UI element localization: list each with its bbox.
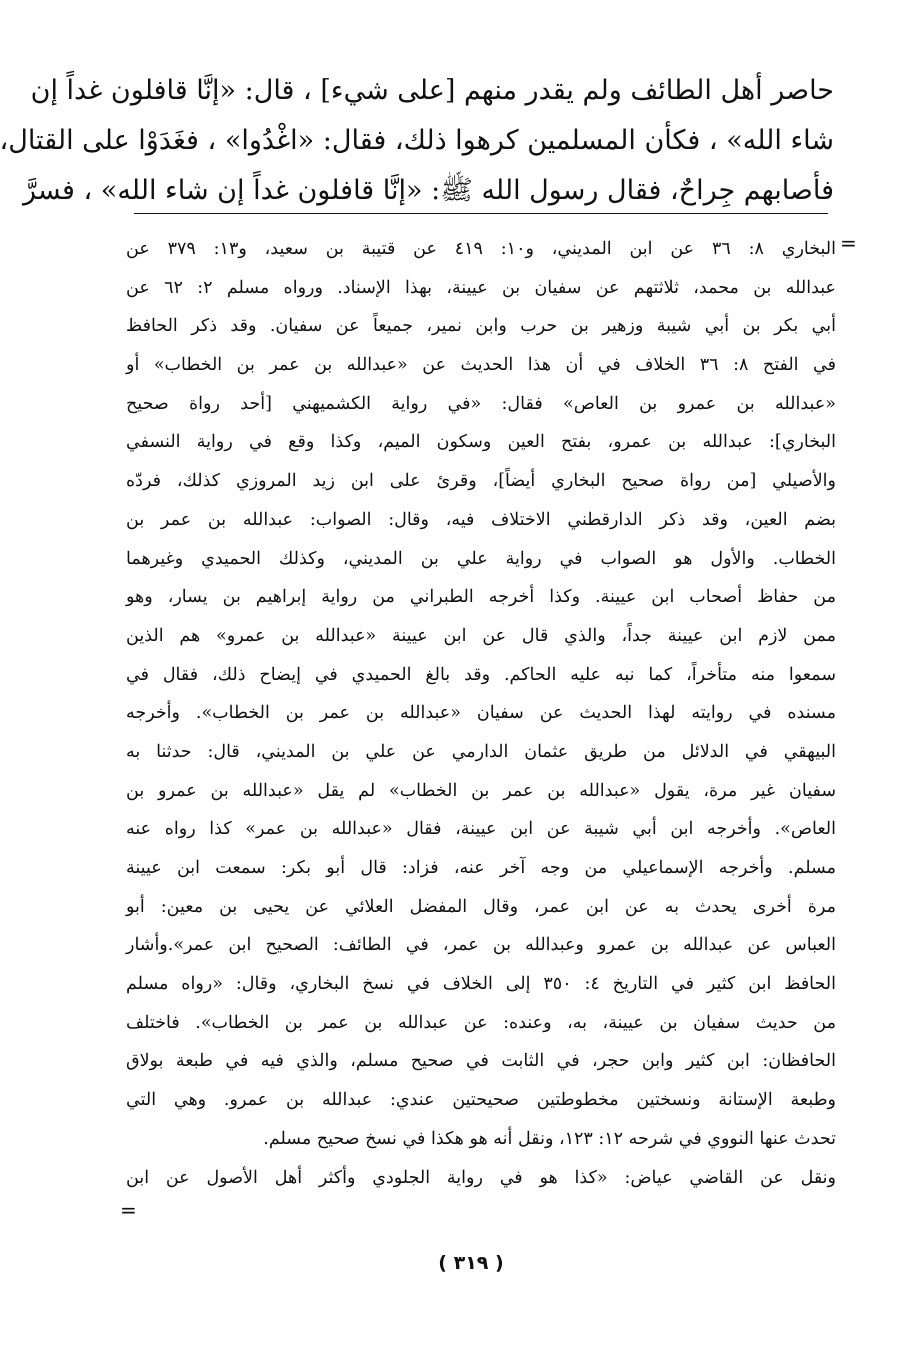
footnote-separator: [134, 213, 828, 214]
footnote-line: مسلم. وأخرجه الإسماعيلي من وجه آخر عنه، فزاد: قال أبو بكر: سمعت ابن عيينة: [126, 858, 836, 878]
footnote-line: بضم العين، وقد ذكر الدارقطني الاختلاف فيه، وقال: الصواب: عبدالله بن عمر بن: [126, 509, 836, 530]
footnote-line: في الفتح ٨: ٣٦ الخلاف في أن هذا الحديث عن «عبدالله بن عمر بن الخطاب» أو: [126, 355, 836, 376]
footnote-line: الحافظان: ابن كثير وابن حجر، في الثابت في صحيح مسلم، والذي فيه في طبعة بولاق: [126, 1051, 836, 1072]
page-number: ( ٣١٩ ): [438, 1252, 504, 1274]
footnote-line: ممن لازم ابن عيينة جداً، والذي قال عن ابن عيينة «عبدالله بن عمرو» هم الذين: [126, 625, 836, 646]
footnote: [126, 230, 836, 1197]
footnote-line: من حفاظ أصحاب ابن عيينة. وكذا أخرجه الطبراني من رواية إبراهيم بن يسار، وهو: [126, 587, 836, 608]
footnote-line: والأصيلي [من رواة صحيح البخاري أيضاً]، وقرئ على ابن زيد المروزي كذلك، فردّه: [126, 471, 836, 492]
footnote-continuation-marker-top: =: [840, 231, 857, 255]
main-text-line: فأصابهم جِراحٌ، فقال رسول الله ﷺ: «إنَّا قافلون غداً إن شاء الله» ، فسرَّ: [23, 175, 834, 206]
main-text-line: حاصر أهل الطائف ولم يقدر منهم [على شيء] ، قال: «إنَّا قافلون غداً إن: [30, 75, 834, 106]
footnote-line: من حديث سفيان بن عيينة، به، وعنده: عن عبدالله بن عمر بن الخطاب». فاختلف: [126, 1012, 836, 1033]
main-text: [0, 66, 834, 216]
footnote-continuation-marker-bottom: =: [120, 1198, 137, 1222]
footnote-line: البخاري]: عبدالله بن عمرو، بفتح العين وسكون الميم، وكذا وقع في رواية النسفي: [126, 432, 836, 453]
footnote-line: البخاري ٨: ٣٦ عن ابن المديني، و١٠: ٤١٩ عن قتيبة بن سعيد، و١٣: ٣٧٩ عن: [126, 239, 837, 259]
main-text-line: شاء الله» ، فكأن المسلمين كرهوا ذلك، فقال: «اغْدُوا» ، فغَدَوْا على القتال،: [0, 125, 834, 156]
footnote-line: «عبدالله بن عمرو بن العاص» فقال: «في رواية الكشميهني [أحد رواة صحيح: [126, 393, 836, 414]
footnote-line: ونقل عن القاضي عياض: «كذا هو في رواية الجلودي وأكثر أهل الأصول عن ابن: [126, 1167, 836, 1188]
footnote-line: عبدالله بن محمد، ثلاثتهم عن سفيان بن عيينة، بهذا الإسناد. ورواه مسلم ٢: ٦٢ عن: [126, 277, 837, 298]
footnote-line: مرة أخرى يحدث به عن ابن عمر، وقال المفضل العلائي عن يحيى بن معين: أبو: [126, 896, 836, 917]
footnote-line: سمعوا منه متأخراً، كما نبه عليه الحاكم. وقد بالغ الحميدي في إيضاح ذلك، فقال في: [126, 664, 836, 685]
footnote-line: وطبعة الإستانة ونسختين مخطوطتين صحيحتين عندي: عبدالله بن عمرو. وهي التي: [126, 1090, 836, 1111]
footnote-line: تحدث عنها النووي في شرحه ١٢: ١٢٣، ونقل أنه هو هكذا في نسخ صحيح مسلم.: [263, 1128, 836, 1149]
footnote-line: أبي بكر بن أبي شيبة وزهير بن حرب وابن نمير، جميعاً عن سفيان. وقد ذكر الحافظ: [126, 316, 836, 337]
footnote-line: البيهقي في الدلائل من طريق عثمان الدارمي عن علي بن المديني، قال: حدثنا به: [126, 741, 836, 762]
footnote-line: سفيان غير مرة، يقول «عبدالله بن عمر بن الخطاب» لم يقل «عبدالله بن عمرو بن: [126, 780, 836, 801]
footnote-line: العباس عن عبدالله بن عمرو وعبدالله بن عمر، في الطائف: الصحيح ابن عمر».وأشار: [126, 935, 836, 956]
footnote-line: العاص». وأخرجه ابن أبي شيبة عن ابن عيينة، فقال «عبدالله بن عمر» كذا رواه عنه: [126, 819, 836, 840]
footnote-line: مسنده في روايته لهذا الحديث عن سفيان «عبدالله بن عمر بن الخطاب». وأخرجه: [126, 703, 836, 724]
footnote-line: الخطاب. والأول هو الصواب في رواية علي بن المديني، وكذلك الحميدي وغيرهما: [126, 548, 836, 569]
footnote-line: الحافظ ابن كثير في التاريخ ٤: ٣٥٠ إلى الخلاف في نسخ البخاري، وقال: «رواه مسلم: [126, 974, 837, 995]
